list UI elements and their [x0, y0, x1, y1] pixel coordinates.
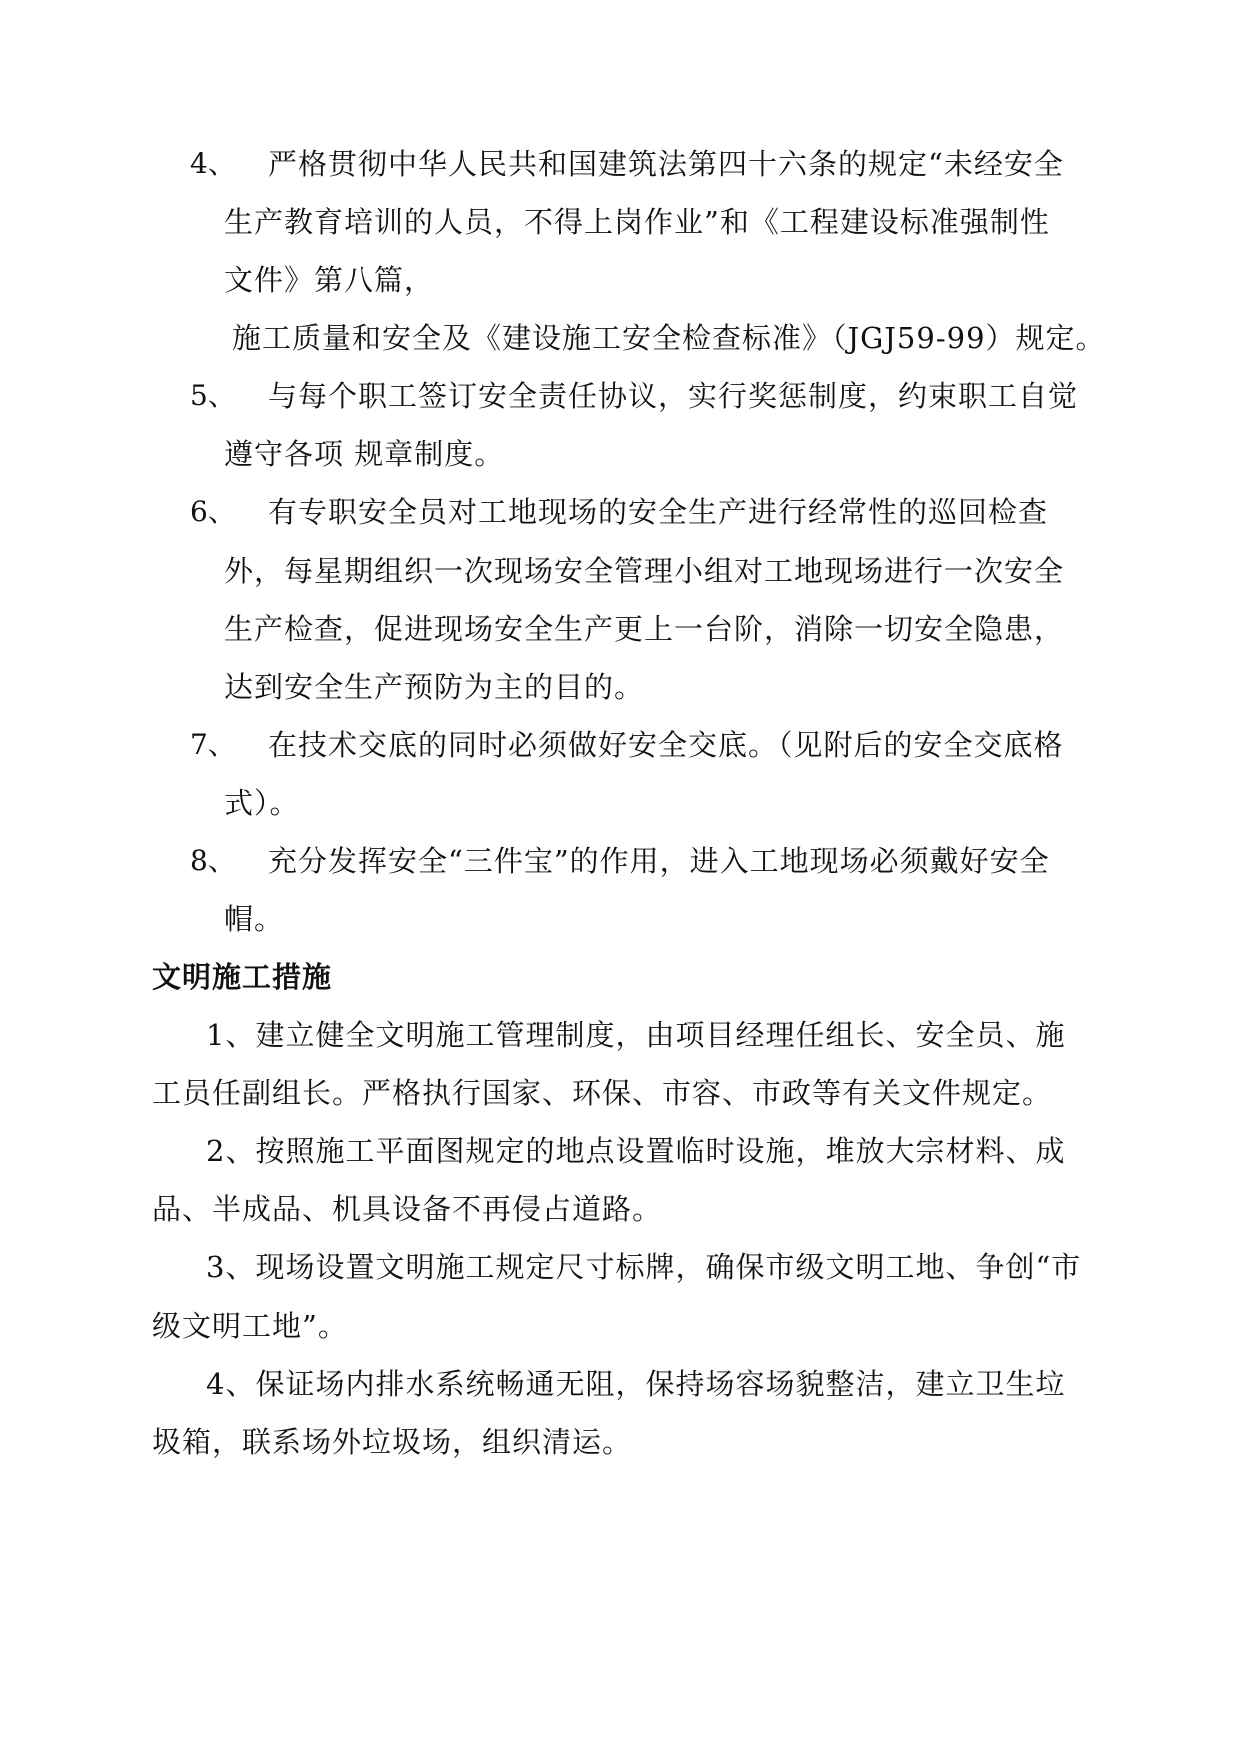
item-text-line: 式）。	[224, 786, 300, 820]
item-text-line: 生产教育培训的人员，不得上岗作业”和《工程建设标准强制性	[224, 205, 1050, 239]
item-text-line: 文件》第八篇，	[224, 263, 435, 297]
item-text-line: 遵守各项 规章制度。	[224, 437, 505, 471]
item-text-line: 在技术交底的同时必须做好安全交底。（见附后的安全交底格	[268, 728, 1064, 762]
paragraph-line: 品、半成品、机具设备不再侵占道路。	[152, 1192, 663, 1226]
section-heading: 文明施工措施	[152, 960, 333, 994]
paragraph-line: 2、按照施工平面图规定的地点设置临时设施，堆放大宗材料、成	[206, 1134, 1066, 1168]
paragraph-line: 圾箱，联系场外垃圾场，组织清运。	[152, 1425, 633, 1459]
item-text-line: 帽。	[224, 902, 285, 936]
item-text-line: 充分发挥安全“三件宝”的作用，进入工地现场必须戴好安全	[268, 844, 1050, 878]
item-text-line: 与每个职工签订安全责任协议，实行奖惩制度，约束职工自觉	[268, 379, 1079, 413]
item-text-line: 生产检查，促进现场安全生产更上一台阶，消除一切安全隐患，	[224, 612, 1065, 646]
item-number: 4、	[190, 147, 236, 180]
item-number: 5、	[190, 379, 236, 412]
paragraph-line: 4、保证场内排水系统畅通无阻，保持场容场貌整洁，建立卫生垃	[206, 1367, 1066, 1401]
item-number: 8、	[190, 844, 236, 877]
item-number: 7、	[190, 728, 236, 761]
paragraph-line: 3、现场设置文明施工规定尺寸标牌，确保市级文明工地、争创“市	[206, 1250, 1082, 1284]
item-text-line: 外，每星期组织一次现场安全管理小组对工地现场进行一次安全	[224, 554, 1065, 588]
item-text-line: 有专职安全员对工地现场的安全生产进行经常性的巡回检查	[268, 495, 1049, 529]
item-text-line: 达到安全生产预防为主的目的。	[224, 670, 645, 704]
item-continuation-line: 施工质量和安全及《建设施工安全检查标准》（JGJ59-99）规定。	[232, 321, 1106, 355]
paragraph-line: 1、建立健全文明施工管理制度，由项目经理任组长、安全员、施	[206, 1018, 1066, 1052]
paragraph-line: 级文明工地”。	[152, 1309, 348, 1343]
paragraph-line: 工员任副组长。严格执行国家、环保、市容、市政等有关文件规定。	[152, 1076, 1053, 1110]
item-number: 6、	[190, 495, 236, 528]
item-text-line: 严格贯彻中华人民共和国建筑法第四十六条的规定“未经安全	[268, 147, 1064, 181]
